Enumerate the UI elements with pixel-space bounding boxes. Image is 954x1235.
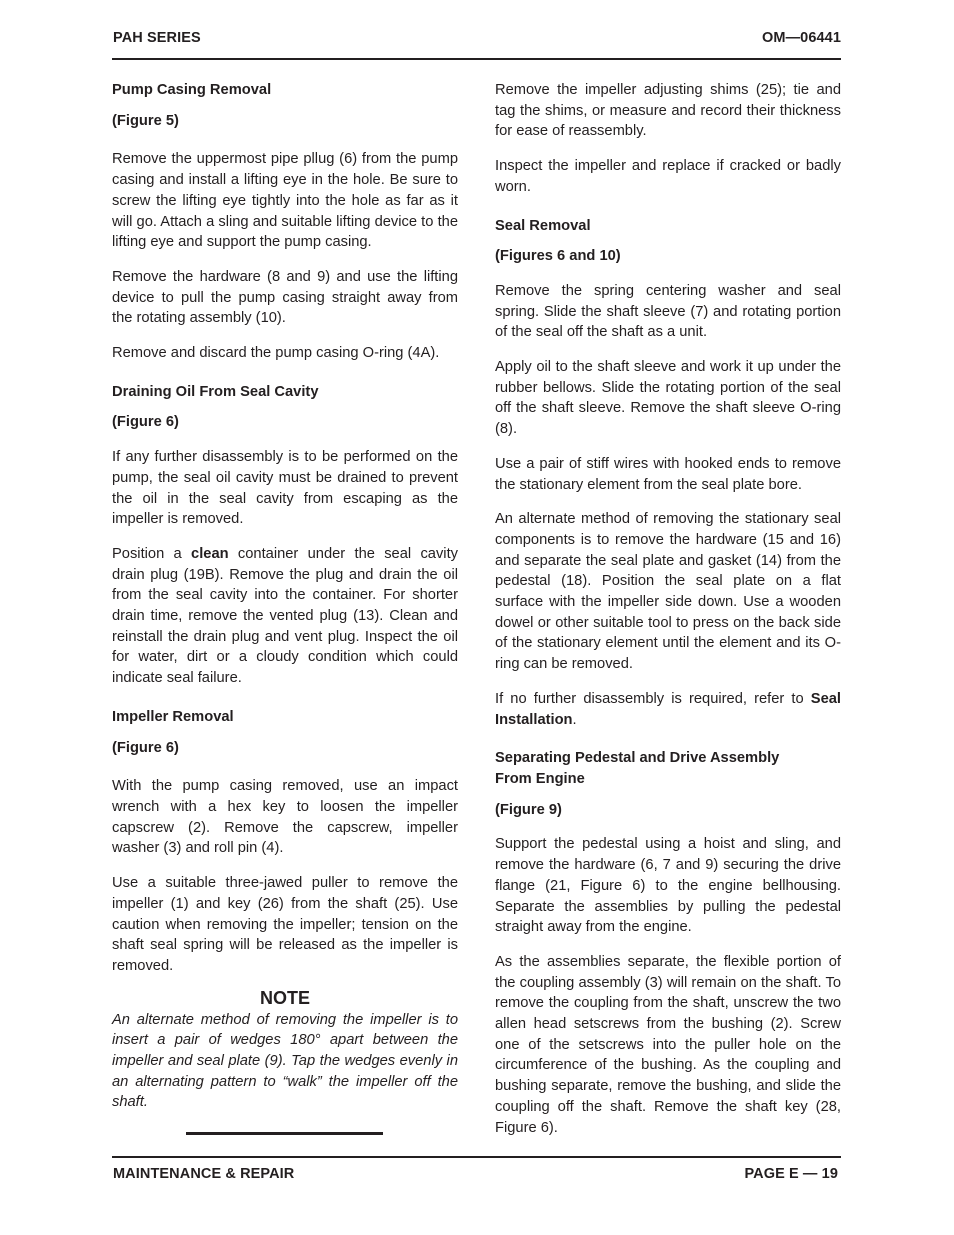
header-series: PAH SERIES [113, 30, 201, 46]
separating-pedestal-figure-ref: (Figure 9) [495, 801, 562, 818]
separating-pedestal-paragraph-1: Support the pedestal using a hoist and sling, and remove the hardware (6, 7 and 9) securing the drive flange (21, Figure 6) to the engine bellhousing. Separate the assemblies by pulling the pedestal straight away from the engine. [495, 836, 841, 936]
footer-rule [112, 1156, 841, 1158]
shims-paragraph-2: Inspect the impeller and replace if cracked or badly worn. [495, 158, 841, 195]
pump-casing-heading: Pump Casing Removal [112, 82, 272, 98]
impeller-removal-paragraph-1: With the pump casing removed, use an impact wrench with a hex key to loosen the impeller capscrew (2). Remove the capscrew, impeller washer (3) and roll pin (4). [112, 778, 458, 857]
draining-oil-heading: Draining Oil From Seal Cavity [112, 383, 319, 400]
impeller-removal-paragraph-2: Use a suitable three-jawed puller to remove the impeller (1) and key (26) from the shaft (25). Use caution when removing the impeller; tension on the shaft seal spring will be released as the impeller is removed. [112, 875, 458, 974]
draining-oil-figure-ref: (Figure 6) [112, 414, 179, 431]
note-text: An alternate method of removing the impeller is to insert a pair of wedges 180° apart between the impeller and seal plate (9). Tap the wedges evenly in an alternating pattern to “walk” the impeller off the shaft. [112, 1011, 458, 1111]
seal-removal-paragraph-2: Apply oil to the shaft sleeve and work it up under the rubber bellows. Slide the rotating portion of the seal off the shaft sleeve. Remove the shaft sleeve O-ring (8). [495, 359, 841, 438]
clean-emphasis: clean [191, 545, 229, 562]
draining-oil-paragraph-1: If any further disassembly is to be performed on the pump, the seal oil cavity must be drained to prevent the oil in the seal cavity from escaping as the impeller is removed. [112, 449, 458, 528]
draining-oil-paragraph-2: Position a clean container under the seal cavity drain plug (19B). Remove the plug and drain the oil from the seal cavity into the container. For shorter drain time, remove the vented plug (13). Clean and reinstall the drain plug and vent plug. Inspect the oil for water, dirt or a cloudy condition which could indicate seal failure. [112, 545, 458, 687]
note-title: NOTE [259, 987, 310, 1008]
pump-casing-figure-ref: (Figure 5) [112, 112, 179, 129]
pump-casing-paragraph-3: Remove and discard the pump casing O-ring (4A). [112, 345, 440, 362]
seal-removal-figure-ref: (Figures 6 and 10) [495, 248, 621, 265]
impeller-removal-figure-ref: (Figure 6) [112, 739, 179, 756]
seal-installation-reference: Seal Installation [495, 690, 841, 728]
pump-casing-paragraph-2: Remove the hardware (8 and 9) and use the lifting device to pull the pump casing straight away from the rotating assembly (10). [112, 268, 458, 327]
separating-pedestal-heading: Separating Pedestal and Drive Assembly From Engine [495, 750, 780, 787]
footer-section: MAINTENANCE & REPAIR [113, 1166, 295, 1182]
left-column [112, 80, 458, 1135]
right-column [495, 80, 841, 1138]
seal-removal-heading: Seal Removal [495, 217, 591, 234]
header-rule [112, 58, 841, 60]
seal-removal-paragraph-4: An alternate method of removing the stationary seal components is to remove the hardware (15 and 16) and separate the seal plate and gasket (14) from the pedestal (18). Position the seal plate on a flat surface with the impeller side down. Use a wooden dowel or other suitable tool to press on the back side of the stationary element until the element and its O-ring can be removed. [495, 511, 841, 673]
header-document-number: OM—06441 [762, 30, 841, 46]
separating-pedestal-paragraph-2: As the assemblies separate, the flexible portion of the coupling assembly (3) will remain on the shaft. To remove the coupling from the shaft, unscrew the two allen head setscrews from the bushing (2). Screw one of the setscrews into the puller hole on the circumference of the bushing. As the coupling and bushing separate, remove the bushing, and slide the coupling off the shaft. Remove the shaft key (28, Figure 6). [495, 953, 841, 1136]
shims-paragraph-1: Remove the impeller adjusting shims (25); tie and tag the shims, or measure and record their thickness for ease of reassembly. [495, 82, 841, 140]
seal-removal-paragraph-3: Use a pair of stiff wires with hooked ends to remove the stationary element from the seal plate bore. [495, 455, 841, 493]
impeller-removal-heading: Impeller Removal [112, 708, 234, 725]
seal-removal-paragraph-1: Remove the spring centering washer and seal spring. Slide the shaft sleeve (7) and rotating portion of the seal off the shaft as a unit. [495, 282, 841, 341]
footer-page-number: PAGE E — 19 [744, 1166, 838, 1182]
pump-casing-paragraph-1: Remove the uppermost pipe pllug (6) from the pump casing and install a lifting eye in the hole. Be sure to screw the lifting eye tightly into the hole as far as it will go. Attach a sling and suitable lifting device to the lifting eye and support the pump casing. [112, 151, 458, 251]
seal-removal-paragraph-5: If no further disassembly is required, refer to Seal Installation. [495, 690, 841, 728]
note-end-bar [186, 1132, 383, 1135]
